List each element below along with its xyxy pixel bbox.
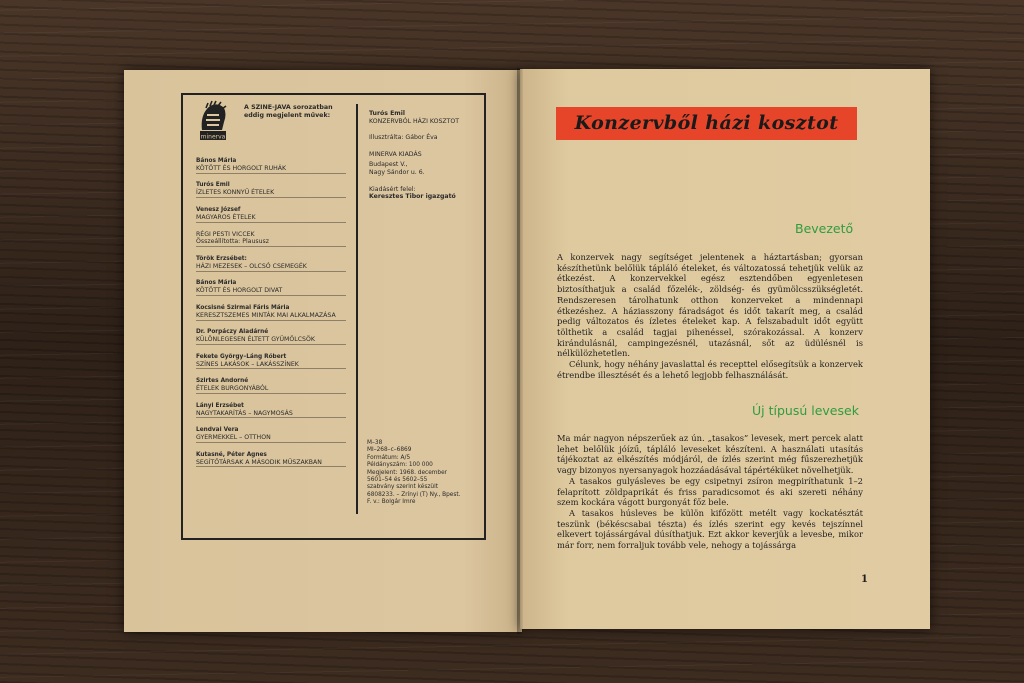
soups-text: Ma már nagyon népszerűek az ún. „tasakos” levesek, mert percek alatt lehet belőlük jóízű, tápláló leveseket készíteni. A használati utasítás tájékoztat az elkészítés módjáról, de ízlés szerint még fűszerezhetjük vagy bizonyos nyersanyagok hozzáadásával tápértéküket növelhetjük. A tasakos gulyásleves be egy csipetnyi zsíron megpiríthatunk 1–2 felaprított zöldpaprikát és friss paradicsomot és aki szereti néhány szem kockára vágott burgonyát főz bele. A tasakos húsleves be külön kifőzött metélt vagy kockatésztát teszünk (békéscsabai tészta) és ízlés szerint egy kevés tejszínnel elkevert tojássárgával dúsíthatjuk. Ezt akkor keverjük a levesbe, mikor már forr, nem forraljuk tovább vele, nehogy a tojássárga xyxy=(557,433,863,551)
list-item: Lányi Erzsébet NAGYTAKARÍTÁS – NAGYMOSÁS xyxy=(196,403,346,419)
list-item: Venesz József MAGYAROS ÉTELEK xyxy=(196,207,346,223)
list-item: Kocsisné Szirmai Fáris Mária KERESZTSZEMES MINTÁK MAI ALKALMAZÁSA xyxy=(196,305,346,321)
list-item: Fekete György–Láng Róbert SZÍNES LAKÁSOK – LAKÁSSZÍNEK xyxy=(196,354,346,370)
list-item: Turós Emil ÍZLETES KONNYŰ ÉTELEK xyxy=(196,182,346,198)
minerva-logo-icon xyxy=(196,100,230,144)
list-item: RÉGI PESTI VICCEK Összeállította: Plaususz xyxy=(196,231,346,247)
series-heading: A SZINE-JAVA sorozatban eddig megjelent művek: xyxy=(244,104,333,119)
book-gutter xyxy=(517,68,523,634)
list-item: Bános Mária KÖTÖTT ÉS HORGOLT RUHÁK xyxy=(196,158,346,174)
colophon-illustrator: Illusztrálta: Gábor Éva xyxy=(369,134,438,142)
book-title: Konzervből házi kosztot xyxy=(574,112,839,134)
svg-text:minerva: minerva xyxy=(200,133,226,141)
colophon-address-1: Budapest V., xyxy=(369,161,408,169)
colophon xyxy=(369,110,481,201)
soups-heading: Új típusú levesek xyxy=(752,403,859,418)
colophon-author: Turós Emil xyxy=(369,110,405,117)
list-item: Lendvai Vera GYERMEKKEL – OTTHON xyxy=(196,427,346,443)
print-info: M–38 MI–268–c–6869 Formátum: A/5 Példányszám: 100 000 Megjelent: 1968. december 5601–54 és 5602–55 szabvány szerint készült 6808233. – Zrínyi (T) Ny., Bpest. F. v.: Bolgár Imre xyxy=(367,440,461,506)
page-number: 1 xyxy=(861,574,868,585)
colophon-address-2: Nagy Sándor u. 6. xyxy=(369,168,425,176)
intro-text: A konzervek nagy segítséget jelentenek a háztartásban; gyorsan készíthetünk belőlük tápláló ételeket, és változatossá tehetjük velük az étkezést. A konzervekkel egész esztendőben egyenletesen biztosíthatjuk a család főzelék-, zöldség- és gyümölcsszükségletét. Rendszeresen tárolhatunk otthon konzerveket a mindennapi étkezéshez. A háziasszony fáradságot és időt takarít meg, a család pedig változatos és ízletes ételeket kap. A felszabadult időt együtt tölthetik a család tagjai pihenéssel, szórakozással. A konzerv kirándulásnál, campingezésnél, utazásnál, sőt az üdülésnél is nélkülözhetetlen. Célunk, hogy néhány javaslattal és recepttel elősegítsük a konzervek étrendbe illesztését és a lehető legjobb felhasználását. xyxy=(557,252,863,380)
works-list xyxy=(196,158,346,476)
colophon-publisher: MINERVA KIADÁS xyxy=(369,150,422,158)
column-divider xyxy=(356,104,358,514)
intro-heading: Bevezető xyxy=(795,221,854,236)
list-item: Kutasné, Péter Agnes SEGÍTŐTÁRSAK A MÁSODIK MŰSZAKBAN xyxy=(196,452,346,468)
colophon-responsible-label: Kiadásért felel: xyxy=(369,185,416,193)
list-item: Dr. Porpáczy Aladárné KÜLÖNLEGESEN ÉLTETT GYÜMÖLCSÖK xyxy=(196,329,346,345)
list-item: Bános Mária KÖTÖTT ÉS HORGOLT DIVAT xyxy=(196,280,346,296)
list-item: Szirtes Andorné ÉTELEK BURGONYÁBÓL xyxy=(196,378,346,394)
colophon-title: KONZERVBÓL HÁZI KOSZTOT xyxy=(369,117,460,125)
list-item: Török Erzsébet: HÁZI MEZESEK – OLCSÓ CSEMEGÉK xyxy=(196,256,346,272)
colophon-responsible: Keresztes Tibor igazgató xyxy=(369,193,456,201)
